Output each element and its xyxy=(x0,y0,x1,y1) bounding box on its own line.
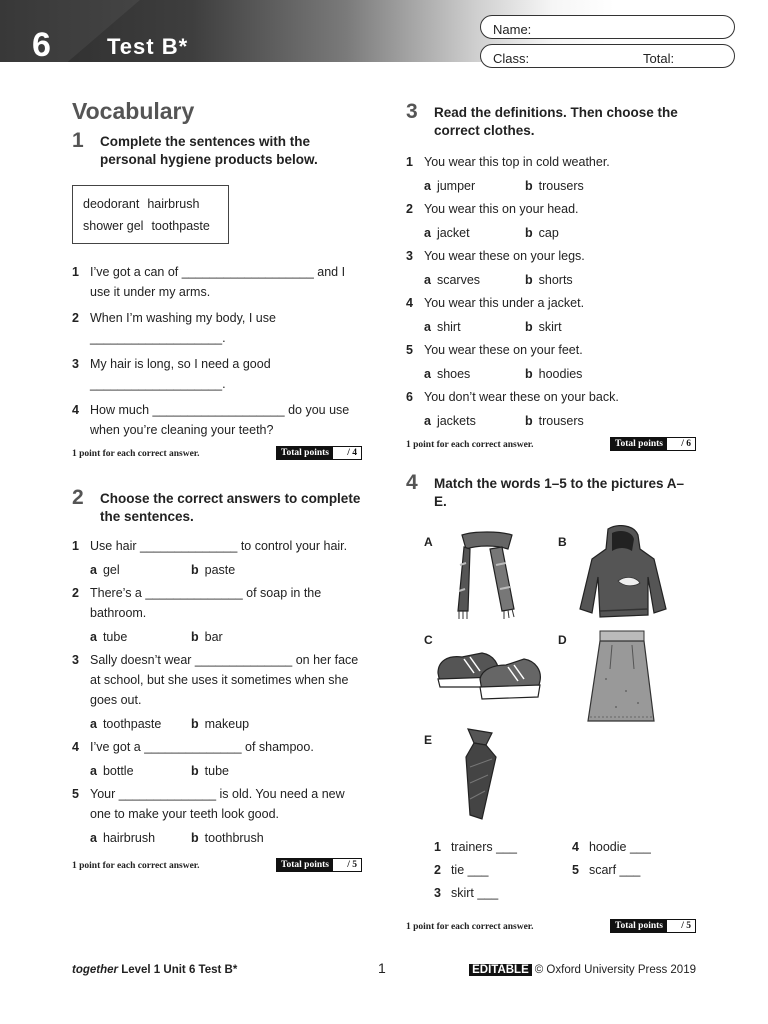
question-number: 1 xyxy=(406,155,413,169)
match-text: hoodie ___ xyxy=(588,840,651,854)
total-points-value: / 4 xyxy=(347,448,357,458)
question-number: 1 xyxy=(72,539,79,553)
question-number: 4 xyxy=(72,403,79,417)
option-text: shirt xyxy=(436,320,461,334)
option-text: cap xyxy=(538,226,559,240)
answer-options xyxy=(424,223,696,243)
option-b[interactable]: b bar xyxy=(191,630,223,644)
question-text: Use hair ______________ to control your hair. xyxy=(90,539,348,553)
match-number: 1 xyxy=(434,840,441,854)
exercise-number: 3 xyxy=(406,100,418,123)
tie-picture xyxy=(452,727,502,823)
exercise-number: 2 xyxy=(72,486,84,509)
option-text: scarves xyxy=(436,273,481,287)
match-number: 3 xyxy=(434,886,441,900)
answer-options xyxy=(90,828,362,848)
word-item: deodorant xyxy=(83,197,140,211)
picture-label-c: C xyxy=(424,633,433,647)
answer-options xyxy=(90,627,362,647)
exercise-instruction: Match the words 1–5 to the pictures A–E. xyxy=(434,476,685,509)
left-column xyxy=(72,98,362,874)
question-item[interactable] xyxy=(72,308,362,348)
option-b[interactable]: b trousers xyxy=(525,414,584,428)
question-text: You don’t wear these on your back. xyxy=(424,390,619,404)
name-label: Name: xyxy=(493,22,532,37)
match-number: 4 xyxy=(572,840,579,854)
scarf-picture xyxy=(450,529,524,621)
exercise-1 xyxy=(72,129,362,169)
answer-options xyxy=(90,560,362,580)
question-number: 3 xyxy=(72,357,79,371)
points-label: 1 point for each correct answer. xyxy=(406,922,534,932)
question-text: You wear these on your feet. xyxy=(424,343,583,357)
question-text: When I’m washing my body, I use ___________________. xyxy=(90,311,276,345)
total-points-label: Total points xyxy=(611,438,667,450)
section-heading-vocabulary: Vocabulary xyxy=(72,98,195,124)
unit-number: 6 xyxy=(32,26,51,64)
option-text: trousers xyxy=(538,179,584,193)
question-item xyxy=(72,583,362,623)
total-label: Total: xyxy=(643,51,675,66)
question-text: You wear this under a jacket. xyxy=(424,296,585,310)
option-a[interactable]: a jackets xyxy=(424,414,476,428)
word-item: toothpaste xyxy=(151,219,210,233)
option-b[interactable]: b paste xyxy=(191,563,236,577)
option-text: gel xyxy=(102,563,120,577)
option-text: skirt xyxy=(538,320,562,334)
question-number: 5 xyxy=(406,343,413,357)
question-item[interactable] xyxy=(72,262,362,302)
option-b[interactable]: b skirt xyxy=(525,320,562,334)
question-item xyxy=(72,784,362,824)
total-points-value: / 5 xyxy=(347,860,357,870)
option-text: hoodies xyxy=(538,367,583,381)
match-text: skirt ___ xyxy=(450,886,499,900)
word-item: shower gel xyxy=(83,219,144,233)
question-item xyxy=(72,737,362,757)
option-text: hairbrush xyxy=(102,831,156,845)
option-text: paste xyxy=(204,563,236,577)
question-text: You wear this on your head. xyxy=(424,202,579,216)
exercise-1-questions xyxy=(72,262,362,440)
option-b[interactable]: b trousers xyxy=(525,179,584,193)
question-number: 4 xyxy=(406,296,413,310)
match-text: tie ___ xyxy=(450,863,489,877)
question-item xyxy=(406,246,696,266)
points-label: 1 point for each correct answer. xyxy=(72,861,200,871)
exercise-2 xyxy=(72,486,362,526)
option-text: shorts xyxy=(538,273,573,287)
total-points-label: Total points xyxy=(277,447,333,459)
question-text: You wear these on your legs. xyxy=(424,249,585,263)
question-text: Your ______________ is old. You need a new one to make your teeth look good. xyxy=(90,787,345,821)
question-number: 3 xyxy=(406,249,413,263)
question-item[interactable] xyxy=(72,354,362,394)
points-row-ex4 xyxy=(406,919,696,935)
total-points-label: Total points xyxy=(611,920,667,932)
total-points-label: Total points xyxy=(277,859,333,871)
answer-options xyxy=(90,714,362,734)
option-a[interactable]: a toothpaste xyxy=(90,717,162,731)
match-text: scarf ___ xyxy=(588,863,641,877)
match-number: 5 xyxy=(572,863,579,877)
total-points-value: / 5 xyxy=(681,921,691,931)
question-item xyxy=(406,293,696,313)
exercise-instruction: Read the definitions. Then choose the correct clothes. xyxy=(434,105,678,138)
option-b[interactable]: b tube xyxy=(191,764,229,778)
option-text: tube xyxy=(204,764,229,778)
exercise-4 xyxy=(406,471,696,511)
match-item[interactable] xyxy=(572,837,651,857)
exercise-2-questions xyxy=(72,536,362,848)
question-number: 2 xyxy=(406,202,413,216)
picture-label-a: A xyxy=(424,535,433,549)
match-item[interactable] xyxy=(434,837,517,857)
option-b[interactable]: b hoodies xyxy=(525,367,583,381)
question-number: 2 xyxy=(72,311,79,325)
copyright-text: © Oxford University Press 2019 xyxy=(534,964,696,976)
question-number: 5 xyxy=(72,787,79,801)
question-text: I’ve got a can of ___________________ and I use it under my arms. xyxy=(90,265,346,299)
match-item[interactable] xyxy=(434,883,498,903)
exercise-number: 1 xyxy=(72,129,84,152)
match-item[interactable] xyxy=(572,860,640,880)
option-text: toothpaste xyxy=(102,717,162,731)
answer-options xyxy=(424,270,696,290)
answer-options xyxy=(424,411,696,431)
name-field[interactable] xyxy=(480,15,735,39)
exercise-instruction: Choose the correct answers to complete the sentences. xyxy=(100,491,361,524)
match-text: trainers ___ xyxy=(450,840,517,854)
question-text: My hair is long, so I need a good ___________________. xyxy=(90,357,271,391)
option-text: tube xyxy=(102,630,128,644)
footer-course xyxy=(72,964,237,976)
question-number: 1 xyxy=(72,265,79,279)
option-text: makeup xyxy=(204,717,250,731)
question-number: 6 xyxy=(406,390,413,404)
option-text: shoes xyxy=(436,367,471,381)
question-text: I’ve got a ______________ of shampoo. xyxy=(90,740,314,754)
footer-brand: together xyxy=(72,964,118,976)
question-item xyxy=(406,199,696,219)
class-total-field[interactable] xyxy=(480,44,735,68)
total-points-box xyxy=(610,919,696,933)
option-a[interactable]: a scarves xyxy=(424,273,481,287)
option-b[interactable]: b makeup xyxy=(191,717,250,731)
option-text: bottle xyxy=(102,764,134,778)
question-number: 2 xyxy=(72,586,79,600)
points-row-ex2 xyxy=(72,858,362,874)
question-text: You wear this top in cold weather. xyxy=(424,155,610,169)
footer-course-text: Level 1 Unit 6 Test B* xyxy=(121,964,238,976)
answer-options xyxy=(90,761,362,781)
match-list xyxy=(406,837,696,909)
option-b[interactable]: b cap xyxy=(525,226,559,240)
exercise-3 xyxy=(406,100,696,140)
points-label: 1 point for each correct answer. xyxy=(406,440,534,450)
points-row-ex1 xyxy=(72,446,362,462)
page-number: 1 xyxy=(378,960,386,976)
match-number: 2 xyxy=(434,863,441,877)
trainers-picture xyxy=(434,639,544,705)
test-title: Test B* xyxy=(107,34,189,59)
match-item[interactable] xyxy=(434,860,488,880)
total-points-box xyxy=(610,437,696,451)
option-text: jumper xyxy=(436,179,476,193)
answer-options xyxy=(424,364,696,384)
question-text: There’s a ______________ of soap in the bathroom. xyxy=(90,586,322,620)
option-text: jackets xyxy=(436,414,476,428)
class-label: Class: xyxy=(493,51,530,66)
option-a[interactable]: a gel xyxy=(90,563,120,577)
right-column xyxy=(406,100,696,935)
total-points-box xyxy=(276,858,362,872)
option-text: trousers xyxy=(538,414,584,428)
option-a[interactable]: a jacket xyxy=(424,226,470,240)
picture-label-e: E xyxy=(424,733,433,747)
question-item xyxy=(406,340,696,360)
editable-badge: EDITABLE xyxy=(469,964,532,976)
option-a[interactable]: a bottle xyxy=(90,764,134,778)
question-text: How much ___________________ do you use when you’re cleaning your teeth? xyxy=(90,403,350,437)
answer-options xyxy=(424,176,696,196)
question-item[interactable] xyxy=(72,400,362,440)
exercise-instruction: Complete the sentences with the personal hygiene products below. xyxy=(100,134,318,167)
question-item xyxy=(72,536,362,556)
picture-grid xyxy=(406,521,696,831)
option-a[interactable]: a shirt xyxy=(424,320,461,334)
hoodie-picture xyxy=(578,525,668,621)
question-item xyxy=(406,152,696,172)
total-points-box xyxy=(276,446,362,460)
footer-copyright xyxy=(469,964,696,976)
answer-options xyxy=(424,317,696,337)
option-text: toothbrush xyxy=(204,831,264,845)
question-number: 3 xyxy=(72,653,79,667)
question-text: Sally doesn’t wear ______________ on her face at school, but she uses it sometimes when she goes out. xyxy=(90,653,359,707)
picture-label-b: B xyxy=(558,535,567,549)
option-a[interactable]: a shoes xyxy=(424,367,471,381)
total-points-value: / 6 xyxy=(681,439,691,449)
question-item xyxy=(406,387,696,407)
exercise-3-questions xyxy=(406,152,696,431)
option-b[interactable]: b toothbrush xyxy=(191,831,264,845)
exercise-number: 4 xyxy=(406,471,418,494)
word-item: hairbrush xyxy=(147,197,200,211)
option-a[interactable]: a tube xyxy=(90,630,128,644)
option-a[interactable]: a jumper xyxy=(424,179,476,193)
option-text: jacket xyxy=(436,226,470,240)
question-item xyxy=(72,650,362,710)
picture-label-d: D xyxy=(558,633,567,647)
option-text: bar xyxy=(204,630,223,644)
option-a[interactable]: a hairbrush xyxy=(90,831,156,845)
points-label: 1 point for each correct answer. xyxy=(72,449,200,459)
word-box xyxy=(72,185,229,244)
option-b[interactable]: b shorts xyxy=(525,273,573,287)
points-row-ex3 xyxy=(406,437,696,453)
skirt-picture xyxy=(586,629,656,725)
question-number: 4 xyxy=(72,740,79,754)
